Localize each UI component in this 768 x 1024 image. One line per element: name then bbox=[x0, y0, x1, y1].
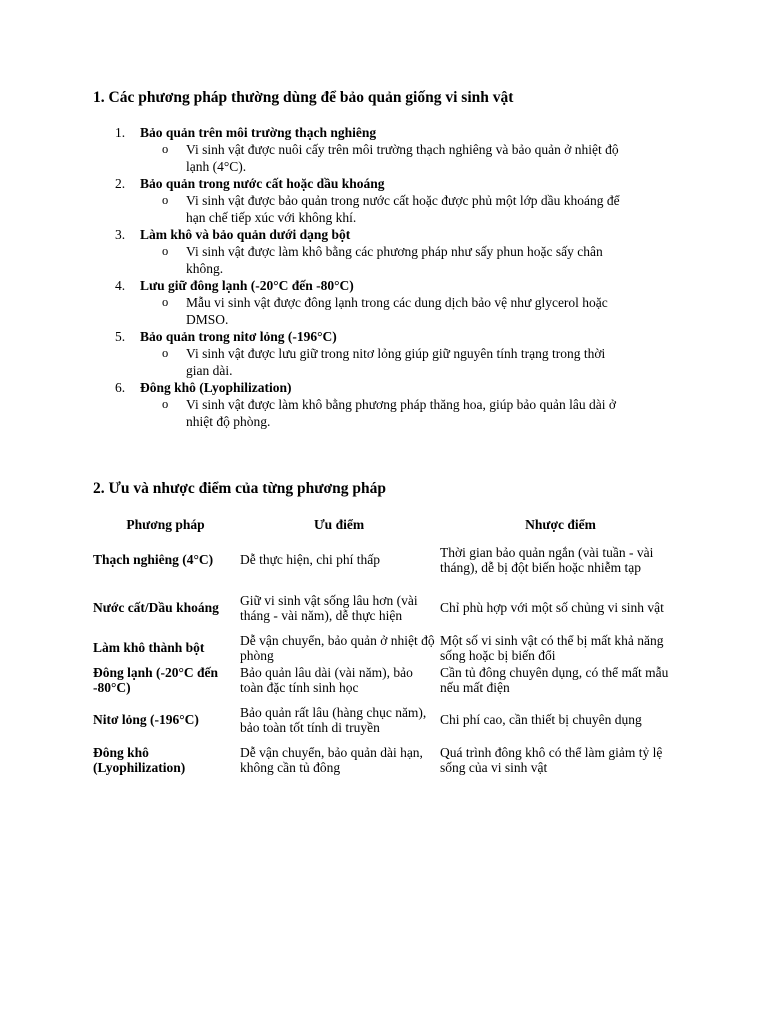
cons-cell: Quá trình đông khô có thể làm giảm tỷ lệ sống của vi sinh vật bbox=[440, 744, 663, 775]
cons-cell: Chi phí cao, cần thiết bị chuyên dụng bbox=[440, 712, 642, 728]
item-number: 1. bbox=[115, 125, 126, 140]
sub-item bbox=[140, 396, 626, 430]
sub-item bbox=[140, 345, 626, 379]
sub-list bbox=[140, 141, 693, 175]
method-title: Bảo quản trong nước cất hoặc dầu khoáng bbox=[140, 176, 385, 191]
method-description: Vi sinh vật được lưu giữ trong nitơ lỏng giúp giữ nguyên tính trạng trong thời gian dài. bbox=[186, 346, 606, 378]
bullet-icon: o bbox=[162, 193, 169, 207]
method-cell: Đông khô (Lyophilization) bbox=[93, 744, 186, 775]
pros-cell: Bảo quản lâu dài (vài năm), bảo toàn đặc tính sinh học bbox=[240, 664, 413, 695]
column-header-method: Phương pháp bbox=[126, 517, 205, 533]
item-number: 2. bbox=[115, 176, 126, 191]
list-item bbox=[93, 226, 693, 277]
table-row bbox=[93, 584, 683, 632]
sub-list bbox=[140, 192, 693, 226]
list-item bbox=[93, 175, 693, 226]
sub-list bbox=[140, 243, 693, 277]
bullet-icon: o bbox=[162, 295, 169, 309]
bullet-icon: o bbox=[162, 244, 169, 258]
method-description: Vi sinh vật được bảo quản trong nước cất hoặc được phủ một lớp dầu khoáng để hạn chế tiếp xúc với không khí. bbox=[186, 193, 620, 225]
pros-cell: Dễ vận chuyển, bảo quản dài hạn, không cần tủ đông bbox=[240, 744, 423, 775]
pros-cell: Dễ vận chuyển, bảo quản ở nhiệt độ phòng bbox=[240, 632, 435, 663]
bullet-icon: o bbox=[162, 142, 169, 156]
list-item bbox=[93, 379, 693, 430]
method-cell: Đông lạnh (-20°C đến -80°C) bbox=[93, 664, 219, 695]
sub-item bbox=[140, 294, 626, 328]
column-header-cons: Nhược điểm bbox=[525, 517, 596, 533]
cons-cell: Cần tủ đông chuyên dụng, có thể mất mẫu nếu mất điện bbox=[440, 664, 669, 695]
bullet-icon: o bbox=[162, 346, 169, 360]
method-cell: Nitơ lỏng (-196°C) bbox=[93, 712, 199, 728]
method-title: Lưu giữ đông lạnh (-20°C đến -80°C) bbox=[140, 278, 354, 293]
method-title: Làm khô và bảo quản dưới dạng bột bbox=[140, 227, 351, 242]
list-item bbox=[93, 328, 693, 379]
list-item bbox=[93, 124, 693, 175]
method-description: Mẫu vi sinh vật được đông lạnh trong các dung dịch bảo vệ như glycerol hoặc DMSO. bbox=[186, 295, 608, 327]
cons-cell: Chỉ phù hợp với một số chủng vi sinh vật bbox=[440, 600, 664, 616]
method-cell: Nước cất/Dầu khoáng bbox=[93, 600, 219, 616]
section-1-heading: 1. Các phương pháp thường dùng để bảo quản giống vi sinh vật bbox=[93, 89, 514, 106]
table-header-row bbox=[93, 514, 683, 536]
table-row bbox=[93, 744, 683, 776]
cons-cell: Thời gian bảo quản ngắn (vài tuần - vài tháng), dễ bị đột biến hoặc nhiễm tạp bbox=[440, 544, 654, 575]
column-header-pros: Ưu điểm bbox=[313, 517, 365, 533]
method-title: Bảo quản trong nitơ lỏng (-196°C) bbox=[140, 329, 337, 344]
sub-item bbox=[140, 243, 626, 277]
method-description: Vi sinh vật được nuôi cấy trên môi trường thạch nghiêng và bảo quản ở nhiệt độ lạnh (4°C). bbox=[186, 142, 619, 174]
table-row bbox=[93, 536, 683, 584]
comparison-table bbox=[93, 514, 683, 776]
item-number: 3. bbox=[115, 227, 126, 242]
pros-cell: Giữ vi sinh vật sống lâu hơn (vài tháng - vài năm), dễ thực hiện bbox=[240, 592, 418, 623]
item-number: 4. bbox=[115, 278, 126, 293]
table-row bbox=[93, 632, 683, 664]
item-number: 6. bbox=[115, 380, 126, 395]
methods-list bbox=[93, 124, 693, 430]
method-cell: Thạch nghiêng (4°C) bbox=[93, 552, 214, 568]
sub-item bbox=[140, 141, 626, 175]
sub-list bbox=[140, 294, 693, 328]
pros-cell: Dễ thực hiện, chi phí thấp bbox=[240, 552, 381, 568]
table-row bbox=[93, 664, 683, 696]
pros-cell: Bảo quản rất lâu (hàng chục năm), bảo toàn tốt tính di truyền bbox=[240, 704, 427, 735]
sub-list bbox=[140, 345, 693, 379]
method-description: Vi sinh vật được làm khô bằng phương pháp thăng hoa, giúp bảo quản lâu dài ở nhiệt độ phòng. bbox=[186, 397, 617, 429]
list-item bbox=[93, 277, 693, 328]
section-2-heading: 2. Ưu và nhược điểm của từng phương pháp bbox=[93, 480, 386, 497]
sub-item bbox=[140, 192, 626, 226]
bullet-icon: o bbox=[162, 397, 169, 411]
method-title: Bảo quản trên môi trường thạch nghiêng bbox=[140, 125, 377, 140]
method-description: Vi sinh vật được làm khô bằng các phương pháp như sấy phun hoặc sấy chân không. bbox=[186, 244, 603, 276]
method-cell: Làm khô thành bột bbox=[93, 640, 205, 656]
sub-list bbox=[140, 396, 693, 430]
table-row bbox=[93, 696, 683, 744]
cons-cell: Một số vi sinh vật có thể bị mất khả năng sống hoặc bị biến đổi bbox=[440, 632, 664, 663]
method-title: Đông khô (Lyophilization) bbox=[140, 380, 292, 395]
item-number: 5. bbox=[115, 329, 126, 344]
